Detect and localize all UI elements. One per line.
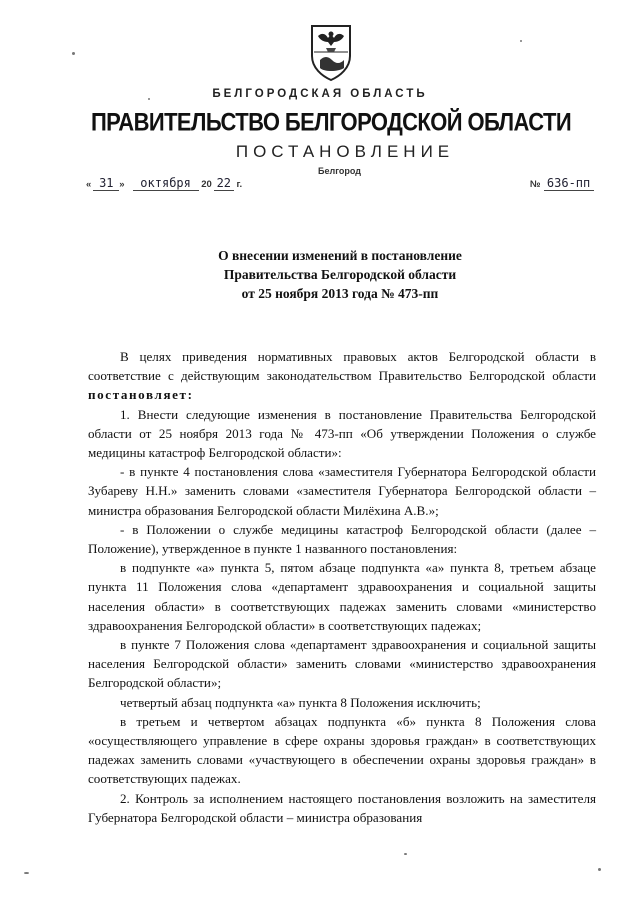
- date-open-quote: «: [86, 179, 92, 190]
- date-close-quote: »: [119, 179, 125, 190]
- coat-of-arms-emblem: [306, 22, 356, 82]
- scan-speck: [404, 853, 407, 855]
- body-paragraph: - в пункте 4 постановления слова «заместителя Губернатора Белгородской области Зубареву Н.Н.» заменить словами «заместителя Губернатора Белгородской области – министра образования Белгородской области Милёхина А.В.»;: [88, 464, 596, 518]
- city-name: Белгород: [318, 166, 361, 176]
- government-name: ПРАВИТЕЛЬСТВО БЕЛГОРОДСКОЙ ОБЛАСТИ: [90, 108, 572, 136]
- body-paragraph: четвертый абзац подпункта «а» пункта 8 Положения исключить;: [120, 694, 481, 710]
- body-paragraph: - в Положении о службе медицины катастроф Белгородской области (далее – Положение), утвержденное в пункте 1 названного постановления:: [88, 521, 596, 557]
- scan-speck: [148, 98, 150, 100]
- document-body: [88, 347, 596, 827]
- document-title: [0, 246, 640, 303]
- decree-word: постановляет:: [88, 387, 194, 403]
- body-paragraph: в третьем и четвертом абзацах подпункта «б» пункта 8 Положения слова «осуществляющего управление в сфере охраны здоровья граждан» в соответствующих падежах заменить словами «участвующего в обеспечении охраны здоровья граждан» в соответствующих падежах.: [88, 713, 596, 787]
- body-paragraph: 1. Внести следующие изменения в постановление Правительства Белгородской области от 25 ноября 2013 года № 473-пп «Об утверждении Положения о службе медицины катастроф Белгородской области»:: [88, 406, 596, 461]
- title-line: от 25 ноября 2013 года № 473-пп: [241, 286, 439, 301]
- title-line: Правительства Белгородской области: [223, 267, 457, 282]
- body-paragraph: в пункте 7 Положения слова «департамент здравоохранения и социальной защиты населения Белгородской области» заменить словами «министерство здравоохранения Белгородской области»;: [88, 637, 596, 691]
- date-year-prefix: 20: [201, 179, 212, 190]
- scan-speck: [24, 872, 29, 874]
- number-label: №: [530, 179, 541, 190]
- document-type: ПОСТАНОВЛЕНИЕ: [235, 142, 455, 161]
- date-month: октября: [133, 176, 199, 191]
- scan-speck: [598, 868, 601, 871]
- scan-speck: [520, 40, 522, 42]
- date-year-suffix: 22: [214, 176, 234, 191]
- document-date: [86, 176, 242, 191]
- date-year-abbr: г.: [236, 179, 243, 190]
- body-paragraph: 2. Контроль за исполнением настоящего постановления возложить на заместителя Губернатора Белгородской области – министра образования: [88, 790, 596, 825]
- body-paragraph: в подпункте «а» пункта 5, пятом абзаце подпункта «а» пункта 8, третьем абзаце пункта 11 Положения слова «департамент здравоохранения и социальной защиты населения области» в соответствующих падежах заменить словами «министерство здравоохранения Белгородской области» в соответствующих падежах;: [88, 560, 596, 633]
- date-day: 31: [93, 176, 119, 191]
- scan-speck: [72, 52, 75, 55]
- number-value: 636-пп: [544, 176, 594, 191]
- intro-text: В целях приведения нормативных правовых актов Белгородской области в соответствие с действующим законодательством Правительство Белгородской области: [88, 349, 596, 384]
- title-line: О внесении изменений в постановление: [218, 248, 462, 263]
- document-number: [530, 176, 594, 191]
- region-name: БЕЛГОРОДСКАЯ ОБЛАСТЬ: [212, 88, 428, 100]
- intro-paragraph: [88, 347, 596, 405]
